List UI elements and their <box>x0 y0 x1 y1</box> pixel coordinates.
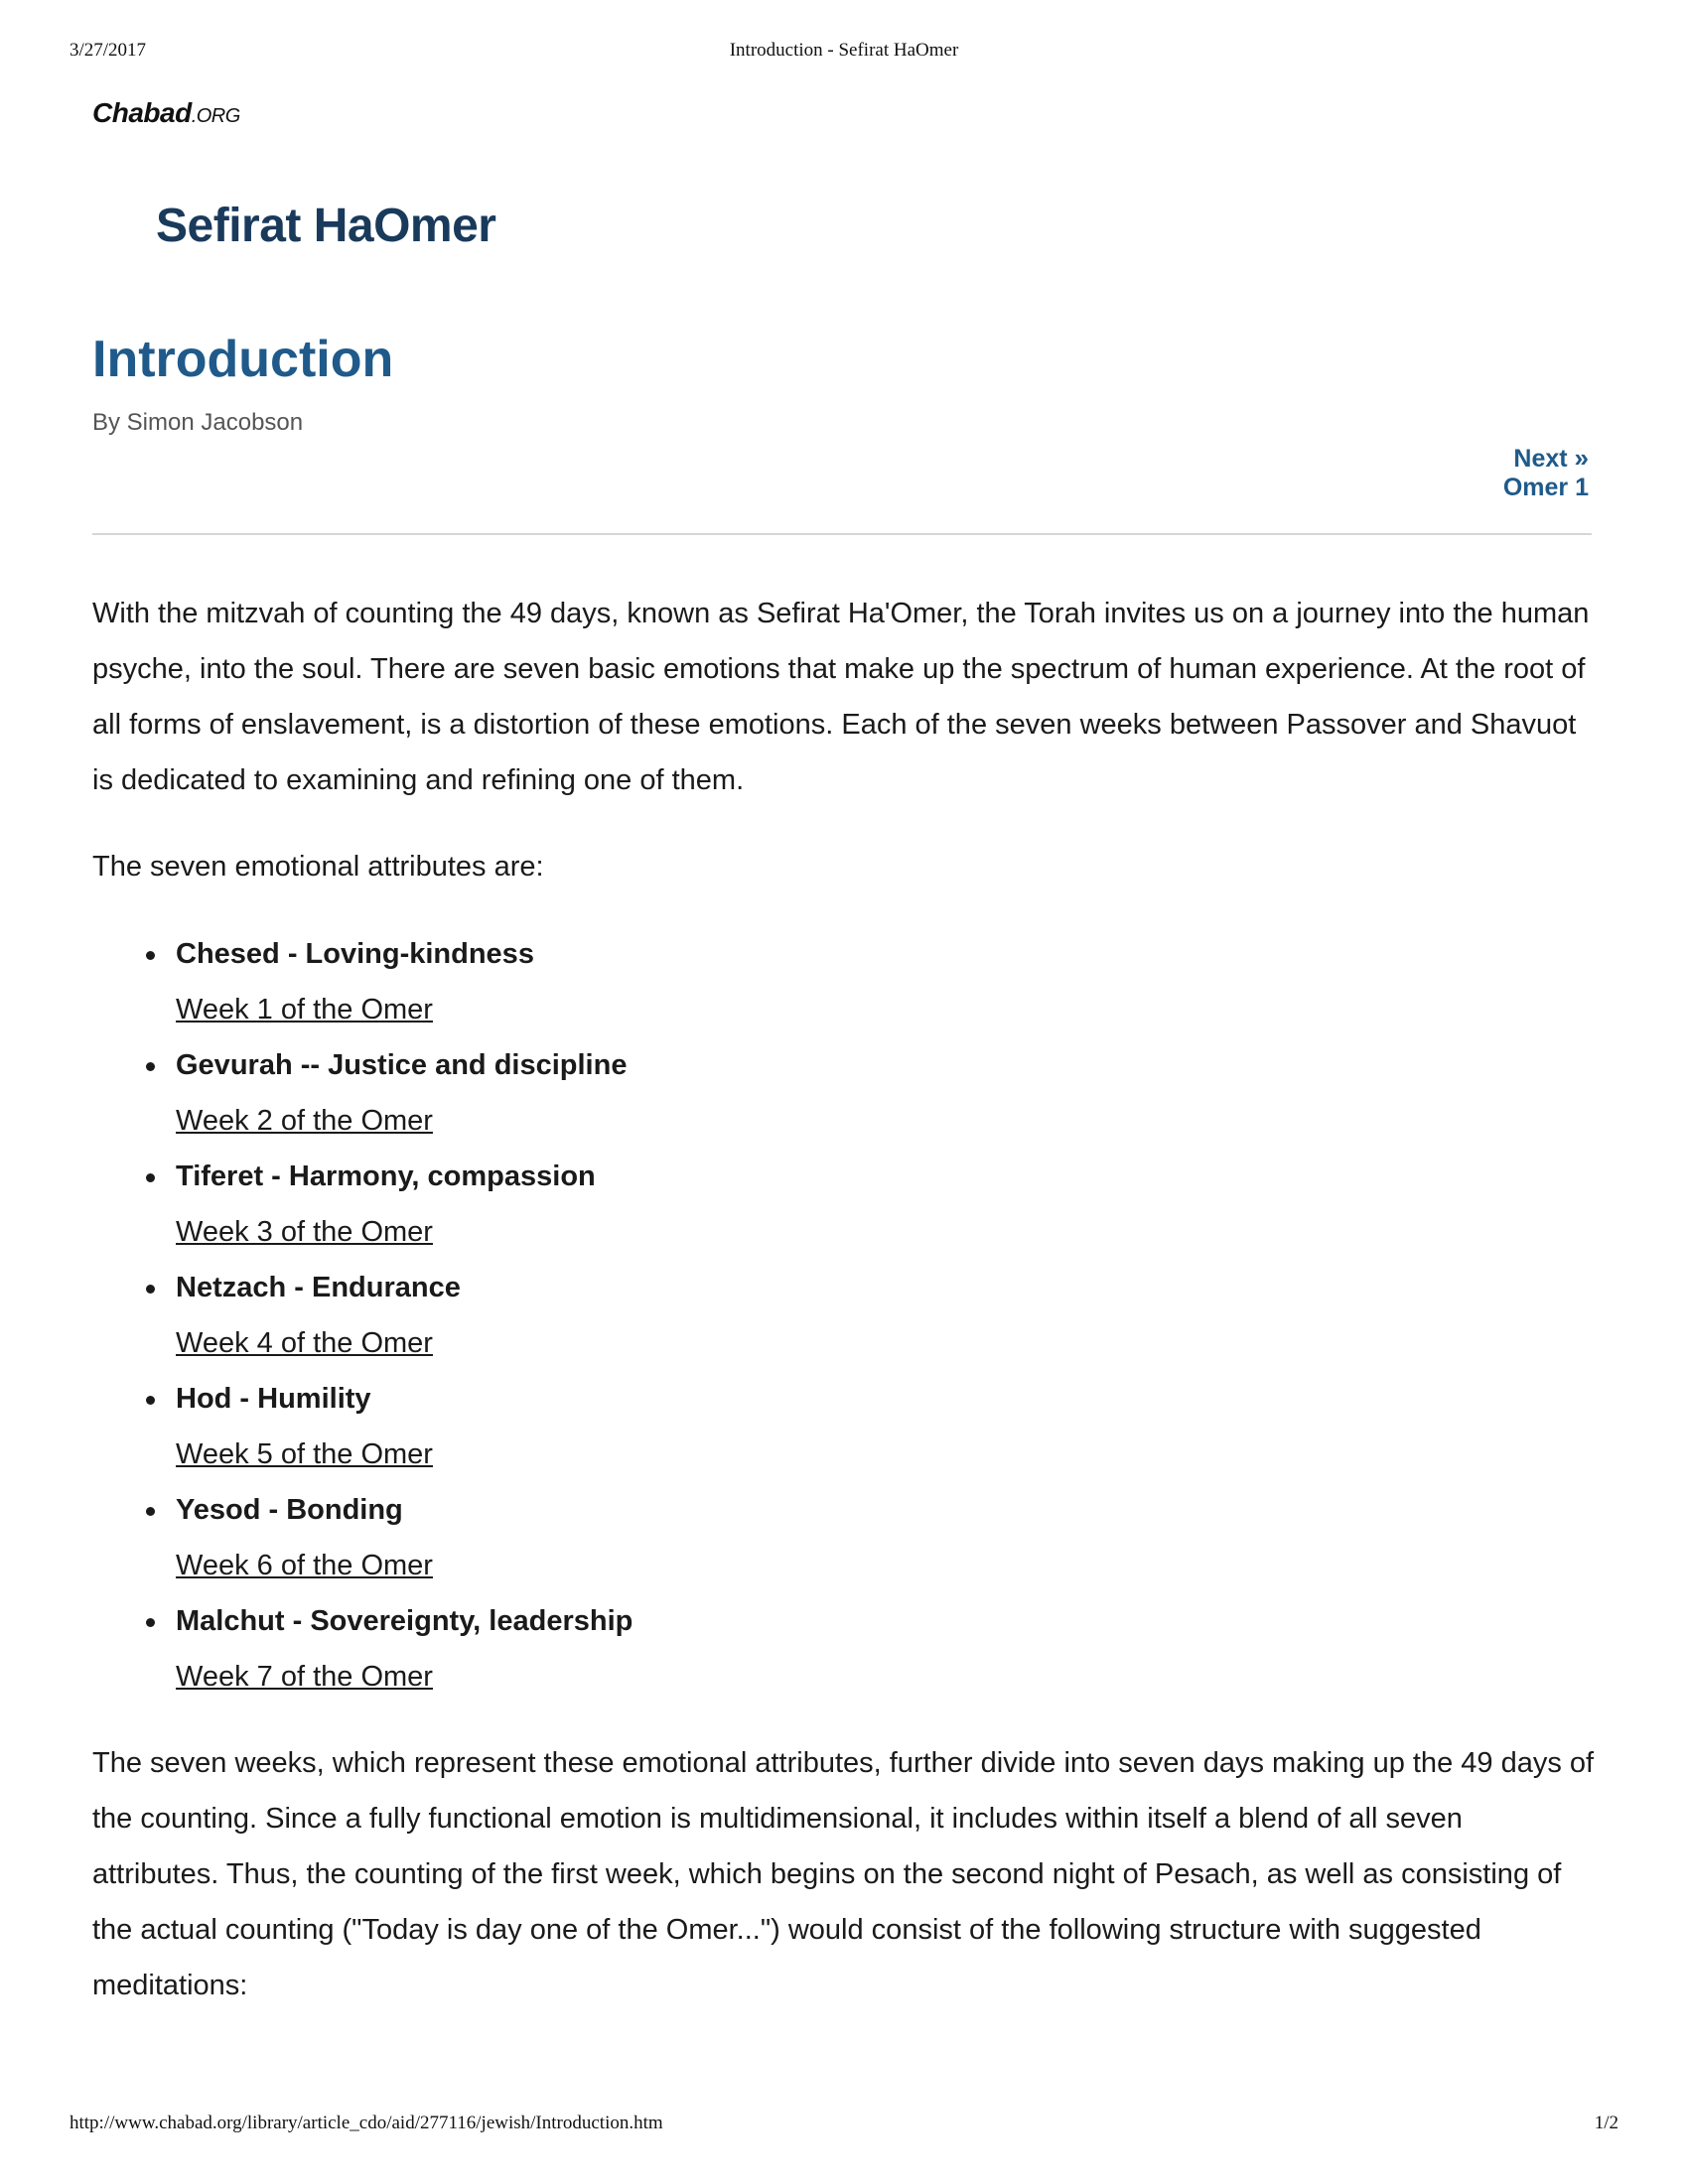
logo-suffix: .ORG <box>191 105 240 127</box>
print-footer <box>70 2113 1618 2142</box>
print-page-title: Introduction - Sefirat HaOmer <box>729 40 959 61</box>
print-date: 3/27/2017 <box>70 40 147 61</box>
week-link[interactable]: Week 3 of the Omer <box>176 1216 433 1248</box>
attributes-lead: The seven emotional attributes are: <box>92 851 544 883</box>
list-item <box>176 1593 1597 1705</box>
bullet-icon <box>146 1396 155 1405</box>
next-article-link[interactable] <box>1503 444 1589 502</box>
header-divider <box>92 533 1592 535</box>
print-url: http://www.chabad.org/library/article_cdo/aid/277116/jewish/Introduction.htm <box>70 2113 663 2133</box>
logo-main: Chabad <box>92 97 192 128</box>
bullet-icon <box>146 1507 155 1516</box>
attribute-name: Chesed - Loving-kindness <box>176 938 534 970</box>
bullet-icon <box>146 1173 155 1182</box>
list-item <box>176 1260 1597 1371</box>
week-link[interactable]: Week 5 of the Omer <box>176 1438 433 1470</box>
attribute-name: Gevurah -- Justice and discipline <box>176 1049 628 1081</box>
bullet-icon <box>146 1285 155 1294</box>
week-link[interactable]: Week 1 of the Omer <box>176 994 433 1025</box>
attribute-name: Hod - Humility <box>176 1383 371 1415</box>
article-author: By Simon Jacobson <box>92 409 304 436</box>
week-link[interactable]: Week 6 of the Omer <box>176 1550 433 1581</box>
print-header <box>70 40 1618 69</box>
closing-paragraph: The seven weeks, which represent these emotional attributes, further divide into seven days making up the 49 days of the counting. Since a fully functional emotion is multidimensional, it includes within itself a blend of all seven attributes. Thus, the counting of the first week, which begins on the second night of Pesach, as well as consisting of the actual counting ("Today is day one of the Omer...") would consist of the following structure with suggested meditations: <box>92 1747 1595 2001</box>
article-body <box>92 586 1597 2013</box>
list-item <box>176 926 1597 1037</box>
intro-paragraph: With the mitzvah of counting the 49 days, known as Sefirat Ha'Omer, the Torah invites us on a journey into the human psyche, into the soul. There are seven basic emotions that make up the spectrum of human experience. At the root of all forms of enslavement, is a distortion of these emotions. Each of the seven weeks between Passover and Shavuot is dedicated to examining and refining one of them. <box>92 598 1590 796</box>
attribute-name: Yesod - Bonding <box>176 1494 403 1526</box>
list-item <box>176 1037 1597 1149</box>
list-item <box>176 1371 1597 1482</box>
attribute-name: Netzach - Endurance <box>176 1272 461 1303</box>
article-title: Introduction <box>92 331 394 388</box>
next-target: Omer 1 <box>1502 474 1589 501</box>
week-link[interactable]: Week 4 of the Omer <box>176 1327 433 1359</box>
week-link[interactable]: Week 7 of the Omer <box>176 1661 433 1693</box>
chevron-right-icon: » <box>1574 443 1589 473</box>
list-item <box>176 1149 1597 1260</box>
list-item <box>176 1482 1597 1593</box>
next-label: Next <box>1513 445 1568 473</box>
bullet-icon <box>146 1062 155 1071</box>
attribute-name: Tiferet - Harmony, compassion <box>176 1160 596 1192</box>
bullet-icon <box>146 1618 155 1627</box>
week-link[interactable]: Week 2 of the Omer <box>176 1105 433 1137</box>
site-title[interactable]: Sefirat HaOmer <box>156 200 496 252</box>
attribute-name: Malchut - Sovereignty, leadership <box>176 1605 633 1637</box>
bullet-icon <box>146 951 155 960</box>
chabad-logo[interactable] <box>92 97 240 129</box>
attributes-list <box>92 926 1597 1705</box>
page-number: 1/2 <box>1594 2113 1618 2133</box>
next-label-row <box>1503 444 1589 474</box>
